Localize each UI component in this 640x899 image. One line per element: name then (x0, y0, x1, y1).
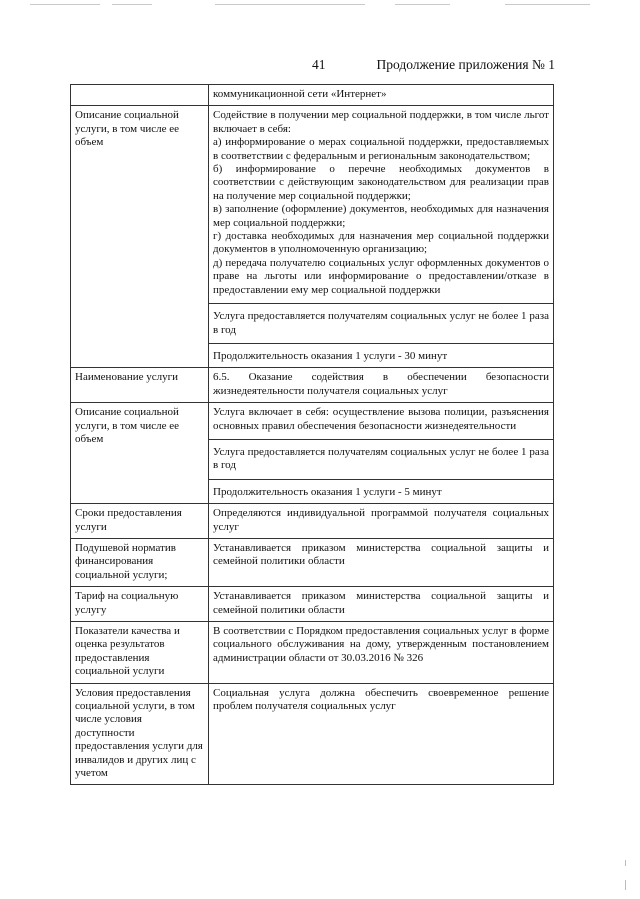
table-row (71, 106, 554, 368)
table-row (71, 622, 554, 684)
row-value (209, 106, 554, 368)
scan-artifact (625, 860, 626, 866)
value-subcell: Продолжительность оказания 1 услуги - 5 минут (209, 479, 553, 499)
row-label: Условия предоставления социальной услуги, в том числе условия доступности предоставления услуги для инвалидов и других лиц с учетом (71, 683, 209, 785)
value-paragraph: Социальная услуга должна обеспечить своевременное решение проблем получателя социальных услуг (213, 686, 549, 713)
row-label: Показатели качества и оценка результатов предоставления социальной услуги (71, 622, 209, 684)
value-paragraph: В соответствии с Порядком предоставления социальных услуг в форме социального обслуживания на дому, утвержденным постановлением администрации области от 30.03.2016 № 326 (213, 625, 549, 664)
value-paragraph: б) информирование о перечне необходимых документов в соответствии с действующим законодательством для реализации прав на получение мер социальной поддержки; (213, 163, 549, 202)
row-value (209, 538, 554, 586)
value-paragraph: а) информирование о мерах социальной поддержки, предоставляемых в соответствии с федеральным и региональным законодательством; (213, 136, 549, 162)
value-paragraph: Устанавливается приказом министерства социальной защиты и семейной политики области (213, 541, 549, 568)
row-value (209, 504, 554, 539)
value-subcell: Услуга предоставляется получателям социальных услуг не более 1 раза в год (209, 439, 553, 473)
row-label: Подушевой норматив финансирования социальной услуги; (71, 538, 209, 586)
row-label: Наименование услуги (71, 368, 209, 403)
table-row (71, 403, 554, 504)
table-row (71, 85, 554, 106)
row-label: Сроки предоставления услуги (71, 504, 209, 539)
value-subcell: Услуга предоставляется получателям социальных услуг не более 1 раза в год (209, 303, 553, 337)
page-number: 41 (312, 57, 326, 72)
value-paragraph: в) заполнение (оформление) документов, необходимых для назначения мер социальной поддержки; (213, 203, 549, 229)
page-header (0, 57, 640, 77)
row-value (209, 622, 554, 684)
row-value (209, 683, 554, 785)
value-paragraph: Устанавливается приказом министерства социальной защиты и семейной политики области (213, 590, 549, 616)
table-row (71, 368, 554, 403)
table-row (71, 683, 554, 785)
row-label: Тариф на социальную услугу (71, 587, 209, 622)
scan-artifact (625, 880, 626, 890)
row-value (209, 368, 554, 403)
value-paragraph: г) доставка необходимых для назначения мер социальной поддержки документов в уполномоченную организацию; (213, 230, 549, 256)
value-paragraph: коммуникационной сети «Интернет» (213, 88, 387, 100)
row-value (209, 403, 554, 504)
value-paragraph: Содействие в получении мер социальной поддержки, в том числе льгот включает в себя: (213, 109, 549, 135)
value-subcell: Продолжительность оказания 1 услуги - 30 минут (209, 343, 553, 363)
value-paragraph: д) передача получателю социальных услуг оформленных документов о праве на льготы или информирование о предоставлении/отказе в предоставлении ему мер социальной поддержки (213, 256, 549, 296)
row-label (71, 85, 209, 106)
table-row (71, 504, 554, 539)
row-label: Описание социальной услуги, в том числе ее объем (71, 106, 209, 368)
value-paragraph: Услуга включает в себя: осуществление вызова полиции, разъяснения основных правил обеспечения безопасности жизнедеятельности (213, 406, 549, 432)
row-value (209, 587, 554, 622)
row-label: Описание социальной услуги, в том числе ее объем (71, 403, 209, 504)
services-table (70, 84, 554, 785)
continuation-caption: Продолжение приложения № 1 (376, 57, 555, 72)
value-paragraph: Определяются индивидуальной программой получателя социальных услуг (213, 507, 549, 533)
row-value (209, 85, 554, 106)
scan-artifact (0, 2, 640, 8)
table-row (71, 538, 554, 586)
value-paragraph: 6.5. Оказание содействия в обеспечении безопасности жизнедеятельности получателя социальных услуг (213, 371, 549, 397)
table-row (71, 587, 554, 622)
